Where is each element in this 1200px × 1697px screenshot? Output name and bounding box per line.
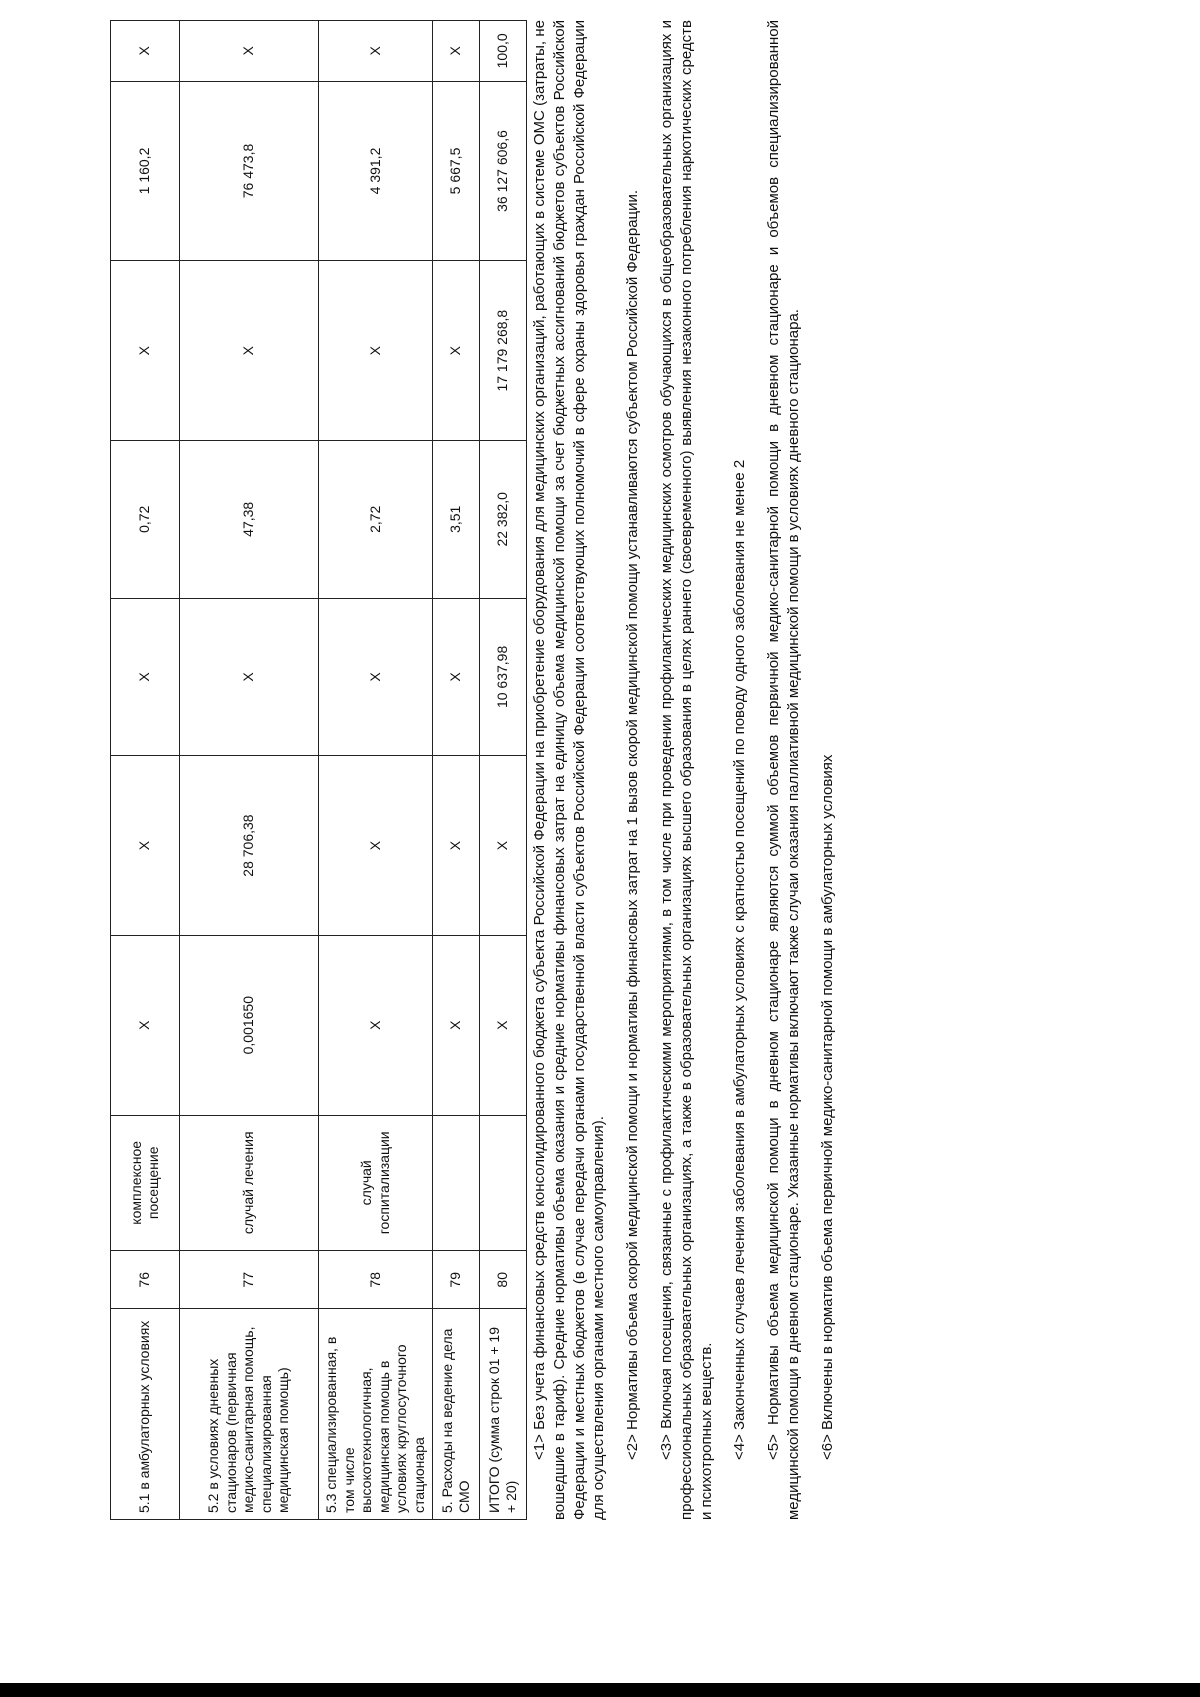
table-row [180, 21, 319, 1520]
cell: X [180, 598, 319, 756]
financing-table [110, 20, 527, 1520]
cell: 36 127 606,6 [480, 81, 527, 261]
row-name: 5.3 специализированная, в том числе высокотехнологичная, медицинская помощь в условиях круглосуточного стационара [319, 1309, 433, 1520]
cell: 4 391,2 [319, 81, 433, 261]
cell: 17 179 268,8 [480, 261, 527, 441]
row-unit [480, 1115, 527, 1251]
row-unit: случай лечения [180, 1115, 319, 1251]
cell: 3,51 [433, 440, 480, 598]
cell: 76 473,8 [180, 81, 319, 261]
table-row [111, 21, 180, 1520]
cell: X [480, 756, 527, 936]
footnote-2: <2> Нормативы объема скорой медицинской помощи и нормативы финансовых затрат на 1 вызов скорой медицинской помощи устанавливаются субъектом Российской Федерации. [624, 189, 642, 1460]
row-name: 5.1 в амбулаторных условиях [111, 1309, 180, 1520]
row-unit: комплексное посещение [111, 1115, 180, 1251]
cell: X [111, 21, 180, 82]
cell: X [319, 598, 433, 756]
row-code: 77 [180, 1251, 319, 1309]
cell: 22 382,0 [480, 440, 527, 598]
cell: 1 160,2 [111, 81, 180, 261]
footnote-6: <6> Включены в норматив объема первичной медико-санитарной помощи в амбулаторных условиях [818, 754, 836, 1460]
scan-edge-bar [0, 1683, 1200, 1697]
cell: 0,72 [111, 440, 180, 598]
rotated-page [110, 20, 1060, 1520]
cell: 10 637,98 [480, 598, 527, 756]
table-row [433, 21, 480, 1520]
row-name: 5.2 в условиях дневных стационаров (первичная медико-санитарная помощь, специализированная медицинская помощь) [180, 1309, 319, 1520]
cell: X [433, 935, 480, 1115]
row-code: 80 [480, 1251, 527, 1309]
cell: X [180, 261, 319, 441]
row-name: ИТОГО (сумма строк 01 + 19 + 20) [480, 1309, 527, 1520]
footnote-1: <1> Без учета финансовых средств консолидированного бюджета субъекта Российской Федерации на приобретение оборудования для медицинских организаций, работающих в системе ОМС (затраты, не вошедшие в тариф). Средние нормативы объема оказания и средние нормативы финансовых затрат на единицу объема медицинской помощи за счет бюджетных ассигнований бюджетов субъектов Российской Федерации и местных бюджетов (в случае передачи органами государственной власти субъектов Российской Федерации соответствующих полномочий в сфере охраны здоровья граждан Российской Федерации для осуществления органами местного самоуправления). [531, 20, 608, 1520]
cell: 5 667,5 [433, 81, 480, 261]
row-unit: случай госпитализации [319, 1115, 433, 1251]
cell: X [433, 598, 480, 756]
row-code: 76 [111, 1251, 180, 1309]
cell: X [111, 935, 180, 1115]
cell: X [180, 21, 319, 82]
footnote-4: <4> Законченных случаев лечения заболевания в амбулаторных условиях с кратностью посещений по поводу одного заболевания не менее 2 [731, 459, 749, 1460]
cell: X [480, 935, 527, 1115]
cell: X [433, 756, 480, 936]
row-code: 79 [433, 1251, 480, 1309]
row-unit [433, 1115, 480, 1251]
table-row [319, 21, 433, 1520]
cell: X [319, 21, 433, 82]
row-code: 78 [319, 1251, 433, 1309]
cell: 0,001650 [180, 935, 319, 1115]
footnotes [530, 20, 852, 1520]
cell: X [111, 598, 180, 756]
table-row [480, 21, 527, 1520]
cell: X [433, 21, 480, 82]
cell: 2,72 [319, 440, 433, 598]
cell: X [319, 261, 433, 441]
cell: 47,38 [180, 440, 319, 598]
cell: X [111, 261, 180, 441]
cell: X [319, 756, 433, 936]
cell: X [319, 935, 433, 1115]
footnote-3: <3> Включая посещения, связанные с профилактическими мероприятиями, в том числе при проведении профилактических медицинских осмотров обучающихся в общеобразовательных организациях и профессиональных образовательных организациях, а также в образовательных организациях высшего образования в целях раннего (своевременного) выявления незаконного потребления наркотических средств и психотропных веществ. [657, 20, 715, 1520]
row-name: 5. Расходы на ведение дела СМО [433, 1309, 480, 1520]
cell: 100,0 [480, 21, 527, 82]
footnote-5: <5> Нормативы объема медицинской помощи в дневном стационаре являются суммой объемов первичной медико-санитарной помощи в дневном стационаре и объемов специализированной медицинской помощи в дневном стационаре. Указанные нормативы включают также случаи оказания паллиативной медицинской помощи в условиях дневного стационара. [765, 20, 802, 1520]
cell: X [433, 261, 480, 441]
cell: 28 706,38 [180, 756, 319, 936]
cell: X [111, 756, 180, 936]
